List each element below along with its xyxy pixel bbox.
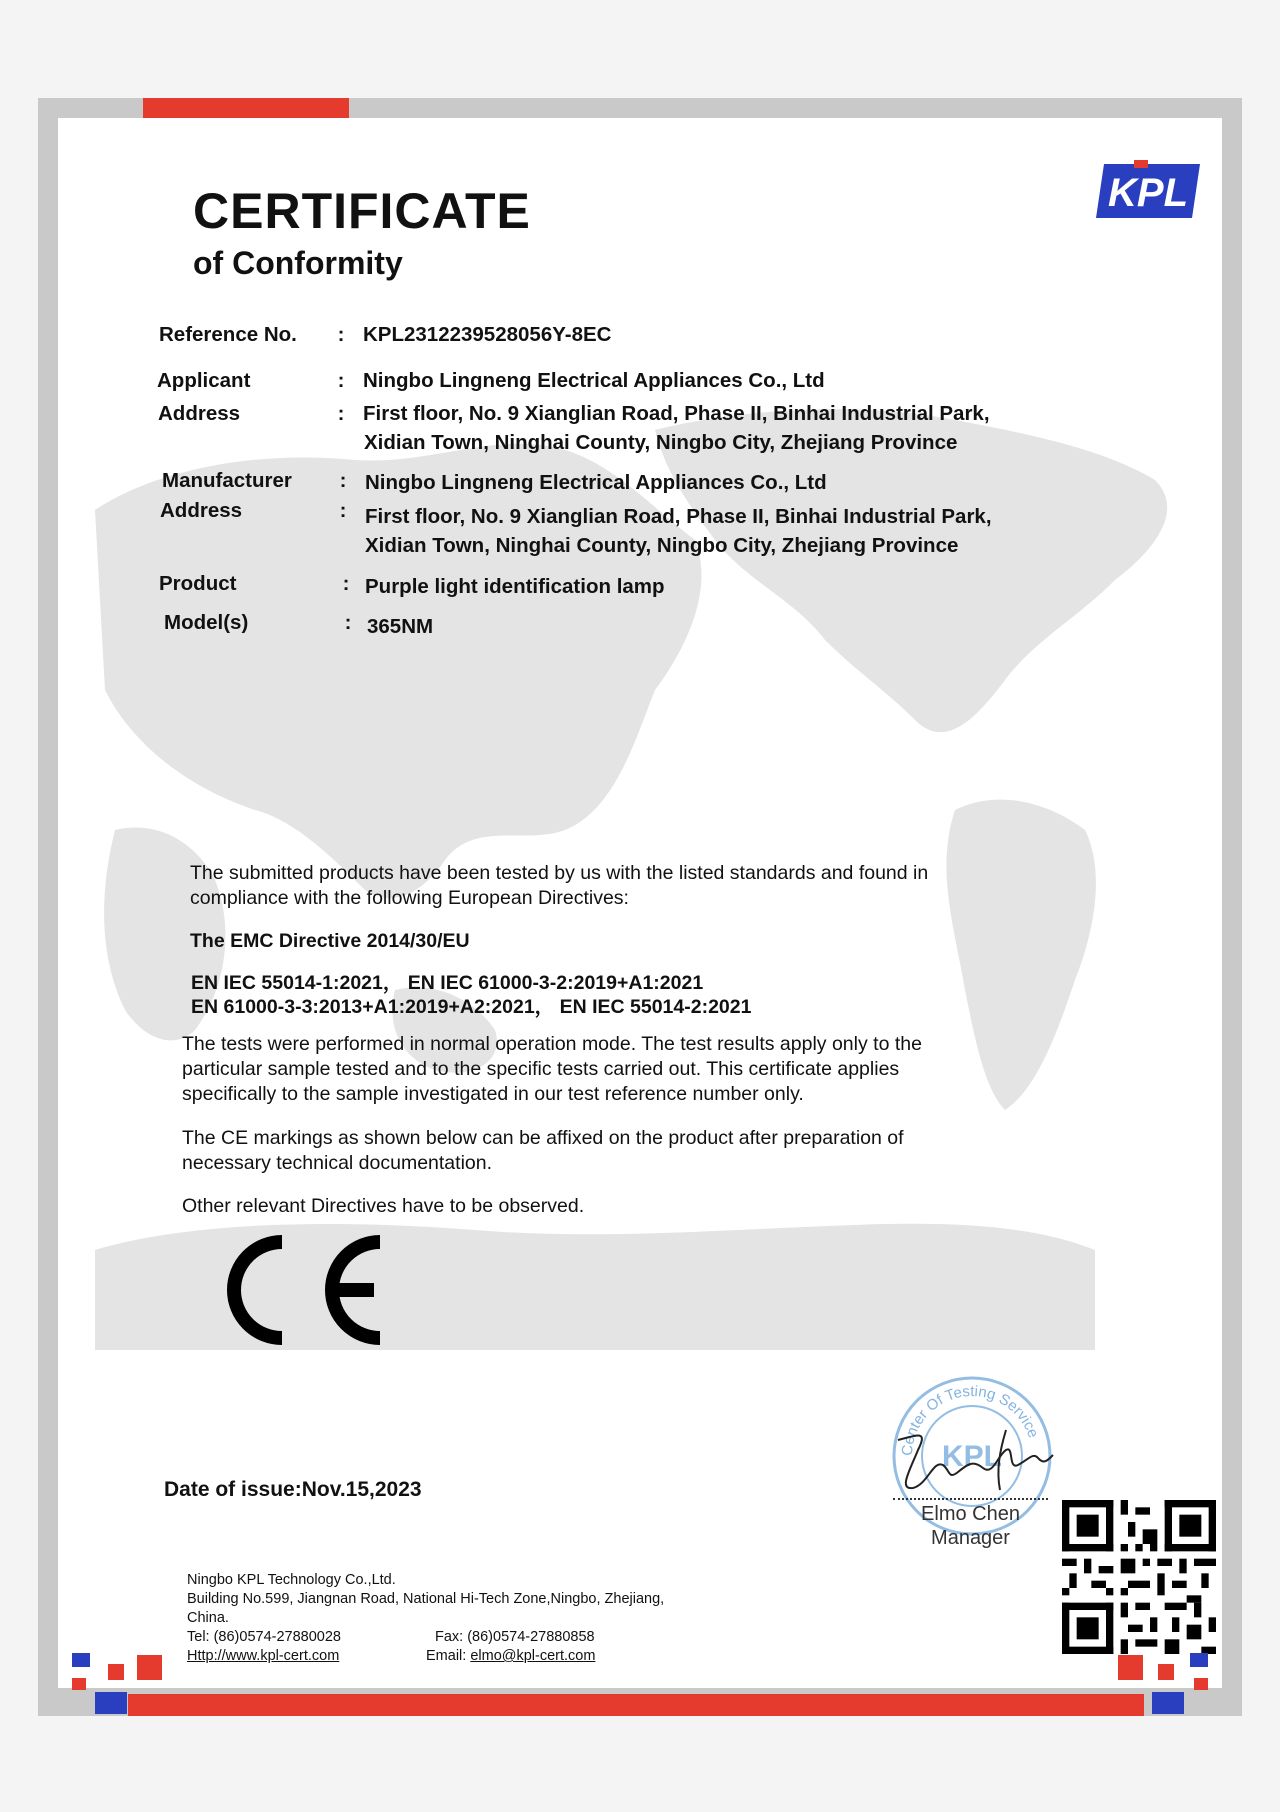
decor-square (1194, 1678, 1208, 1690)
decor-square (72, 1653, 90, 1667)
manufacturer-address-label: Address (160, 499, 243, 522)
bottom-red-bar (128, 1694, 1144, 1716)
manufacturer-value: Ningbo Lingneng Electrical Appliances Co., Ltd (365, 471, 827, 494)
models-value: 365NM (367, 615, 434, 638)
kpl-logo-text: KPL (1108, 171, 1188, 215)
ce-note-line2: necessary technical documentation. (182, 1152, 493, 1174)
colon: : (342, 572, 350, 595)
signer-title: Manager (931, 1527, 1010, 1549)
ce-mark (220, 1234, 390, 1346)
reference-label: Reference No. (159, 323, 297, 346)
applicant-address-line2: Xidian Town, Ninghai County, Ningbo City, Zhejiang Province (364, 431, 958, 454)
kpl-logo (1094, 160, 1202, 222)
directive: The EMC Directive 2014/30/EU (190, 930, 470, 952)
footer-email-link[interactable]: elmo@kpl-cert.com (470, 1648, 596, 1664)
decor-square (72, 1678, 86, 1690)
decor-square (137, 1655, 162, 1680)
intro-line2: compliance with the following European Directives: (190, 887, 629, 909)
colon: : (337, 369, 345, 392)
standards-line2: EN 61000-3-3:2013+A1:2019+A2:2021， EN IEC 55014-2:2021 (191, 996, 752, 1018)
page-title: CERTIFICATE (193, 183, 531, 239)
decor-square (95, 1692, 127, 1714)
applicant-address-line1: First floor, No. 9 Xianglian Road, Phase II, Binhai Industrial Park, (363, 402, 990, 425)
signer-block (893, 1502, 1048, 1550)
footer-company: Ningbo KPL Technology Co.,Ltd. (187, 1572, 396, 1588)
colon: : (337, 323, 345, 346)
manufacturer-address-line2: Xidian Town, Ninghai County, Ningbo City, Zhejiang Province (365, 534, 959, 557)
date-of-issue-label: Date of issue: (164, 1478, 302, 1501)
decor-square (108, 1664, 124, 1680)
manufacturer-address-line1: First floor, No. 9 Xianglian Road, Phase II, Binhai Industrial Park, (365, 505, 992, 528)
stamp-text: Center Of Testing Service (898, 1382, 1042, 1457)
ce-note-line1: The CE markings as shown below can be affixed on the product after preparation of (182, 1127, 904, 1149)
colon: : (337, 402, 345, 425)
tests-line1: The tests were performed in normal operation mode. The test results apply only to the (182, 1033, 922, 1055)
decor-square (1118, 1655, 1143, 1680)
date-of-issue-value: Nov.15,2023 (301, 1478, 422, 1501)
signature (888, 1410, 1058, 1500)
footer-email (426, 1647, 595, 1666)
footer-tel: Tel: (86)0574-27880028 (187, 1629, 341, 1645)
colon: : (344, 611, 352, 634)
tests-line3: specifically to the sample investigated in our test reference number only. (182, 1083, 804, 1105)
page-subtitle: of Conformity (193, 245, 403, 281)
footer-address-line2: China. (187, 1610, 229, 1626)
product-label: Product (159, 572, 237, 595)
decor-square (1152, 1692, 1184, 1714)
footer-web-link[interactable]: Http://www.kpl-cert.com (187, 1648, 340, 1664)
colon: : (339, 469, 347, 492)
intro-line1: The submitted products have been tested by us with the listed standards and found in (190, 862, 929, 884)
manufacturer-label: Manufacturer (162, 469, 292, 492)
applicant-address-label: Address (158, 402, 241, 425)
signature-line (893, 1498, 1048, 1500)
footer-fax: Fax: (86)0574-27880858 (435, 1629, 595, 1645)
other-directives: Other relevant Directives have to be observed. (182, 1195, 585, 1217)
tests-line2: particular sample tested and to the specific tests carried out. This certificate applies (182, 1058, 900, 1080)
qr-code[interactable] (1062, 1500, 1216, 1654)
applicant-label: Applicant (157, 369, 251, 392)
reference-value: KPL2312239528056Y-8EC (363, 323, 612, 346)
product-value: Purple light identification lamp (365, 575, 665, 598)
footer-address-line1: Building No.599, Jiangnan Road, National Hi-Tech Zone,Ningbo, Zhejiang, (187, 1591, 665, 1607)
decor-square (1158, 1664, 1174, 1680)
colon: : (339, 499, 347, 522)
date-of-issue (164, 1478, 422, 1502)
decor-square (1190, 1653, 1208, 1667)
top-red-bar (143, 98, 349, 118)
signer-name: Elmo Chen (921, 1503, 1020, 1525)
stamp-logo-text: KPL (942, 1440, 1002, 1473)
models-label: Model(s) (164, 611, 249, 634)
applicant-value: Ningbo Lingneng Electrical Appliances Co., Ltd (363, 369, 825, 392)
standards-line1: EN IEC 55014-1:2021， EN IEC 61000-3-2:2019+A1:2021 (191, 972, 704, 994)
footer-email-label: Email: (426, 1648, 471, 1664)
